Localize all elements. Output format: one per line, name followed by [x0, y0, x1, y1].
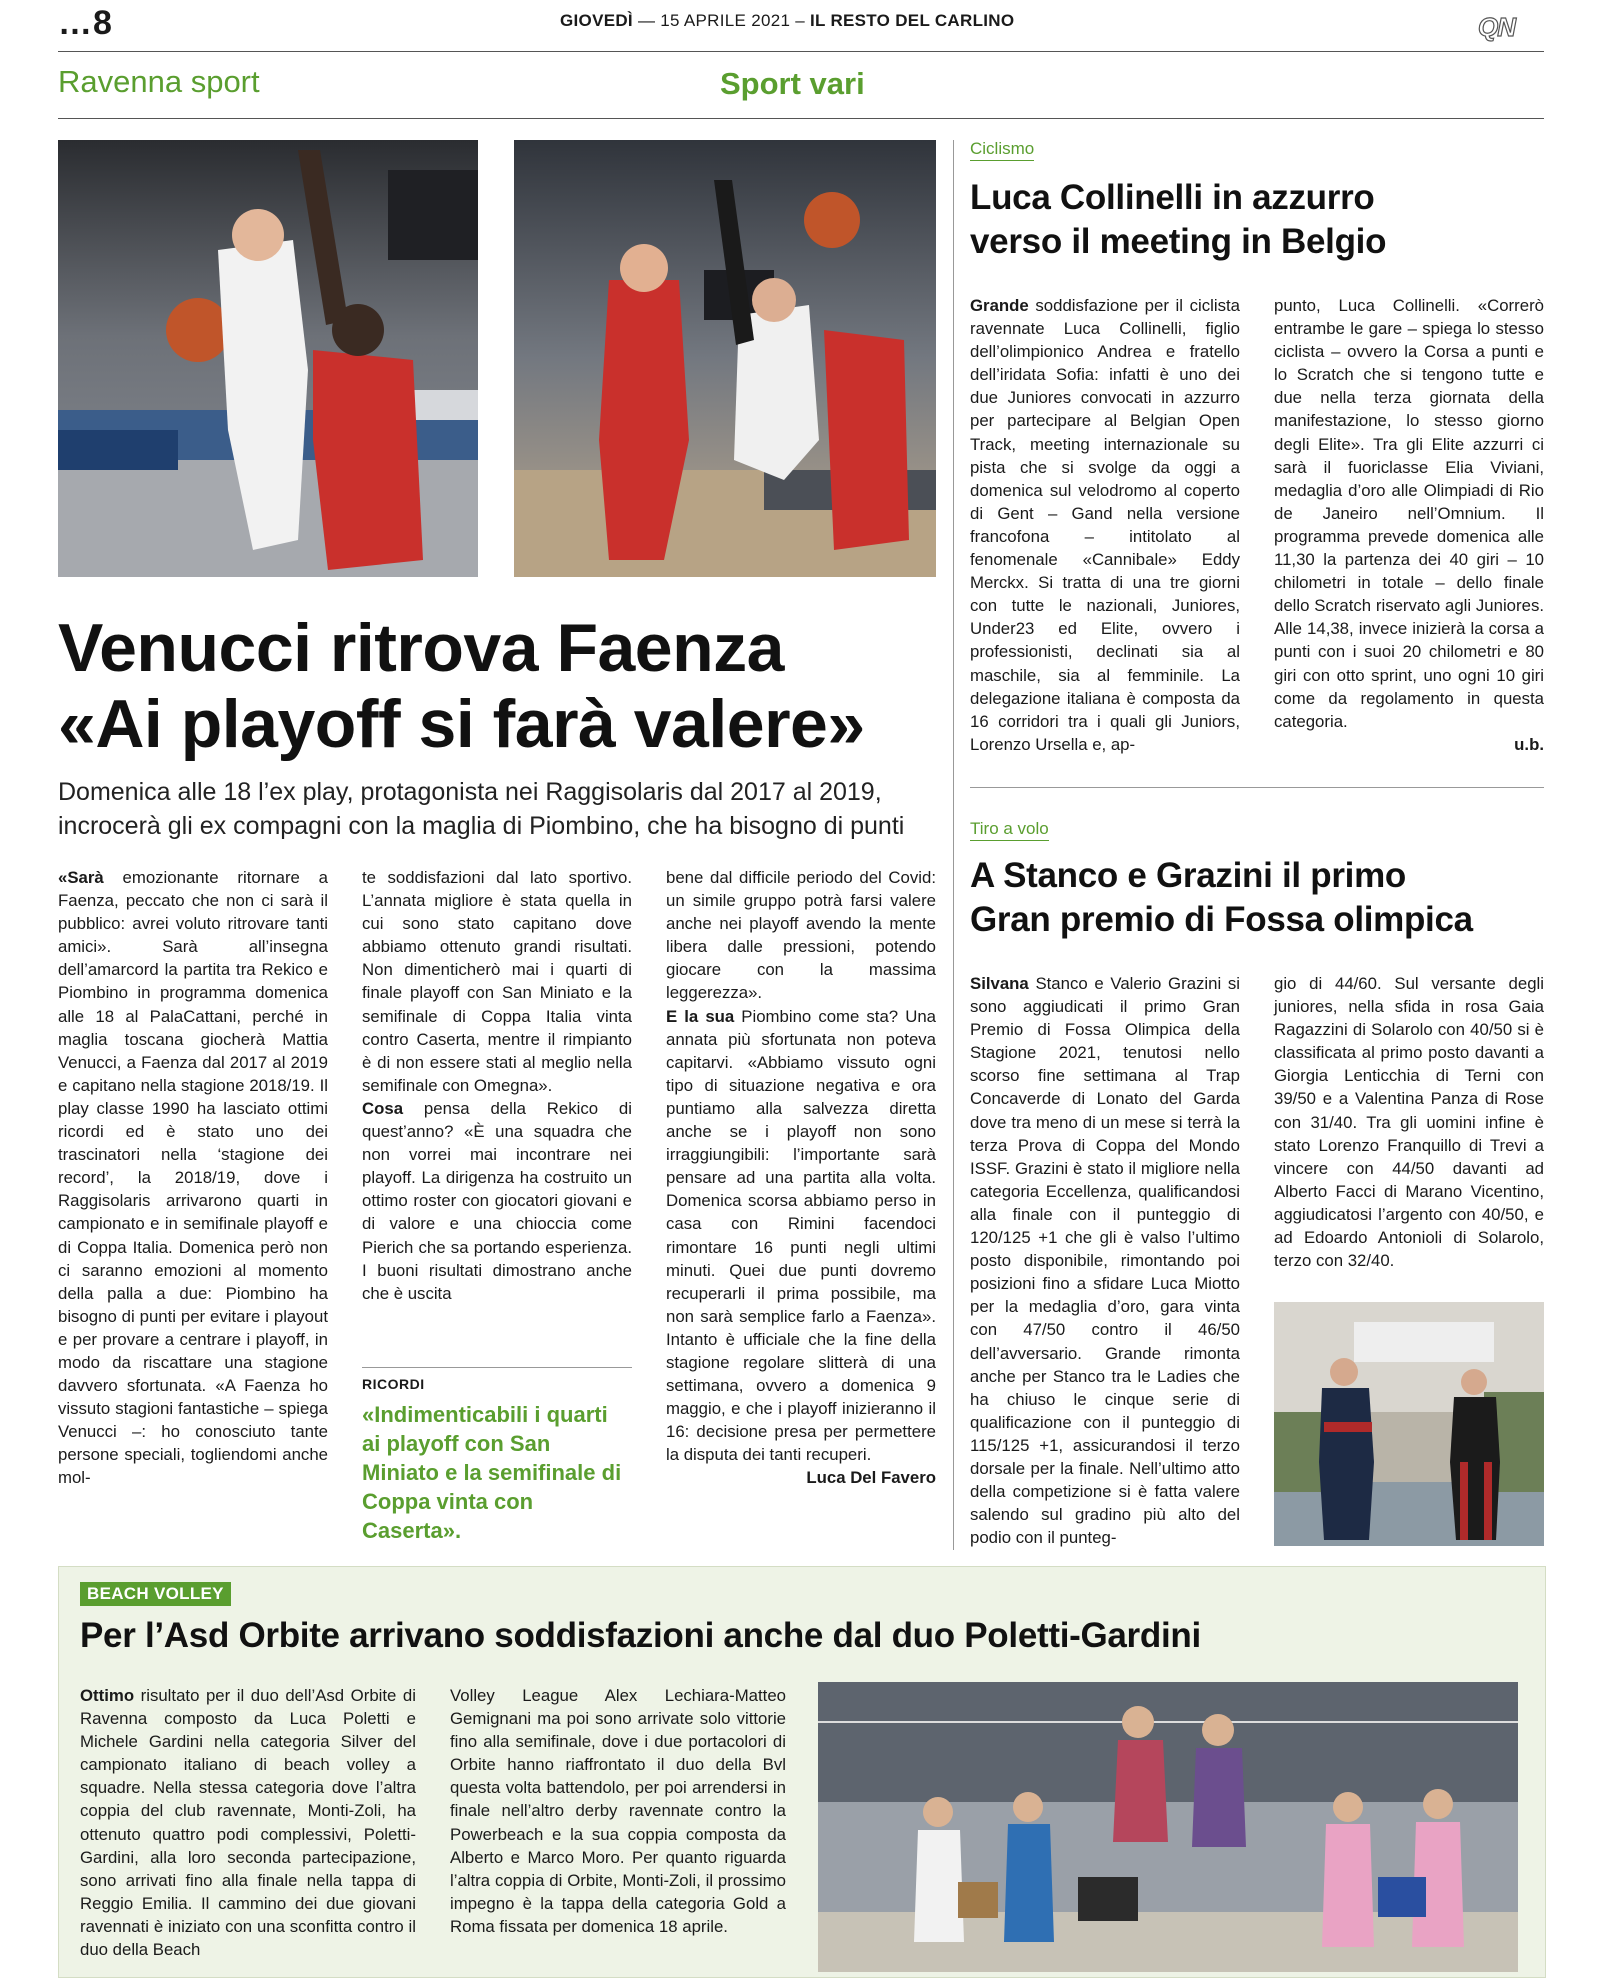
main-question2-lead: E la sua — [666, 1006, 735, 1026]
main-col3-text: bene dal difficile periodo del Covid: un simile gruppo potrà farsi valere anche nei playoff avendo la mente libera dalle pressioni, potendo giocare con la massima leggerezza». — [666, 868, 936, 1003]
ricordi-label: RICORDI — [362, 1376, 425, 1392]
trap-podium-photo — [1274, 1302, 1544, 1546]
main-headline-line2: «Ai playoff si farà valere» — [58, 686, 865, 762]
tiro-col2-text: gio di 44/60. Sul versante degli juniores, nella sfida in rosa Gaia Ragazzini di Solarolo con 40/50 si è classificata al primo posto davanti a Giorgia Lenticchia di Terni con 39/50 e a Valentina Panza di Rose con 31/40. Tra gli uomini infine è stato Lorenzo Franquillo di Trevi a vincere con 44/50 davanti ad Alberto Facci di Marano Vicentino, aggiudicatosi l’argento con 40/50, e ad Edoardo Antonioli di Solarolo, terzo con 32/40. — [1274, 974, 1544, 1271]
ciclismo-signature: u.b. — [1514, 734, 1544, 754]
basketball-photo-left — [58, 140, 478, 577]
ciclismo-column-1 — [970, 294, 1240, 756]
ciclismo-headline — [970, 176, 1544, 264]
page-number: …8 — [58, 4, 113, 42]
qn-logo: QN — [1478, 12, 1515, 42]
main-col2-text: te soddisfazioni dal lato sportivo. L’annata migliore è stata quella in cui sono stato capitano dove abbiamo ottenuto grandi risultati. Non dimenticherò mai i quarti di finale playoff con San Miniato e la semifinale di Coppa Italia vinta contro Caserta, mentre il rimpianto è di non essere stati al meglio nella semifinale con Omegna». — [362, 868, 632, 1095]
beach-column-1 — [80, 1684, 416, 1961]
beach-col1-text: risultato per il duo dell’Asd Orbite di Ravenna composto da Luca Poletti e Michele Gardini nella categoria Silver del campionato italiano di beach volley a squadre. Nella stessa categoria dove l’altra coppia del club ravennate, Monti-Zoli, ha ottenuto quattro podi complessivi, Poletti-Gardini, alla loro seconda partecipazione, sono arrivati fino alla finale nella tappa di Reggio Emilia. Il cammino dei due giovani ravennati è iniziato con una sconfitta contro il duo della Beach — [80, 1686, 416, 1960]
beach-volley-headline: Per l’Asd Orbite arrivano soddisfazioni anche dal duo Poletti-Gardini — [80, 1616, 1201, 1655]
tiro-headline-line1: A Stanco e Grazini il primo — [970, 856, 1406, 895]
beach-volley-photo — [818, 1682, 1518, 1972]
basketball-photo-right — [514, 140, 936, 577]
ciclismo-tag-wrap — [970, 138, 1034, 161]
ricordi-quote: «Indimenticabili i quarti ai playoff con San Miniato e la semifinale di Coppa vinta con Caserta». — [362, 1402, 622, 1543]
beach-volley-tag: BEACH VOLLEY — [80, 1582, 231, 1606]
main-column-1 — [58, 866, 328, 1490]
tiro-lead-word: Silvana — [970, 974, 1029, 993]
main-signature: Luca Del Favero — [806, 1468, 936, 1488]
ciclismo-tag: Ciclismo — [970, 138, 1034, 161]
column-divider — [953, 140, 954, 1550]
beach-column-2 — [450, 1684, 786, 1938]
main-subhead: Domenica alle 18 l’ex play, protagonista nei Raggisolaris dal 2017 al 2019, incrocerà gli ex compagni con la maglia di Piombino, che ha bisogno di punti — [58, 778, 905, 840]
tiro-tag-wrap — [970, 818, 1049, 841]
dateline — [560, 11, 1014, 31]
dateline-date: — 15 APRILE 2021 – — [637, 11, 805, 30]
main-question-text: pensa della Rekico di quest’anno? «È una squadra che non vorrei mai incontrare nei playoff. La dirigenza ha costruito un ottimo roster con giocatori giovani e di valore e una chioccia come Pierich che sa portando esperienza. I buoni risultati dimostrano anche che è uscita — [362, 1098, 632, 1303]
beach-col2-text: Volley League Alex Lechiara-Matteo Gemignani ma poi sono arrivate solo vittorie fino alla semifinale, dove i due portacolori di Orbite hanno riaffrontato il duo della Bvl questa volta battendolo, per poi arrendersi in finale nell’altro derby ravennate contro la Powerbeach e la sua coppia composta da Alberto e Marco Moro. Per quanto riguarda l’altra coppia di Orbite, Monti-Zoli, il prossimo impegno è la tappa della categoria Gold a Roma fissata per domenica 18 aprile. — [450, 1686, 786, 1936]
tiro-col1-text: Stanco e Valerio Grazini si sono aggiudicati il primo Gran Premio di Fossa Olimpica della Stagione 2021, tenutosi nello scorso fine settimana al Trap Concaverde di Lonato del Garda dove tra meno di un mese si terrà la terza Prova di Coppa del Mondo ISSF. Grazini è stato il migliore nella categoria Eccellenza, qualificandosi alla finale con il punteggio di 120/125 +1 che gli è valso l’ultimo posto disponibile, rimontando poi posizioni fino a sfidare Luca Miotto per la medaglia d’oro, gara vinta con 47/50 contro il 46/50 dell’avversario. Grande rimonta anche per Stanco tra le Ladies che ha chiuso le cinque serie di qualificazione con il punteggio di 115/125 +1, assicurandosi il terzo dorsale per la finale. Nell’ultimo atto della competizione si è fatta valere salendo sul gradino più alto del podio con il punteg- — [970, 974, 1240, 1548]
ricordi-rule — [362, 1367, 632, 1368]
ciclismo-column-2 — [1274, 294, 1544, 756]
tiro-tag: Tiro a volo — [970, 818, 1049, 841]
tiro-column-2 — [1274, 972, 1544, 1272]
main-question-lead: Cosa — [362, 1098, 404, 1118]
main-lead-word: «Sarà — [58, 868, 104, 887]
ciclismo-col1-text: soddisfazione per il ciclista ravennate Luca Collinelli, figlio dell’olimpionico Andrea e fratello dell’iridata Sofia: infatti è uno dei due Juniores convocati in azzurro per partecipare al Belgian Open Track, meeting internazionale su pista che si svolge da oggi a domenica sul velodromo al coperto di Gent – Gand nella versione francofona – intitolato al fenomenale «Cannibale» Eddy Merckx. Si tratta di una tre giorni con tutte le nazionali, Juniores, Under23 ed Elite, ovvero i professionisti, declinati sia al maschile, sia al femminile. La delegazione italiana è composta da 16 corridori tra i quali gli Juniors, Lorenzo Ursella e, ap- — [970, 296, 1240, 754]
section-rule — [58, 118, 1544, 119]
beach-lead-word: Ottimo — [80, 1686, 135, 1705]
ciclismo-lead-word: Grande — [970, 296, 1029, 315]
ciclismo-rule — [970, 787, 1544, 788]
dateline-day: GIOVEDÌ — [560, 11, 633, 30]
main-headline — [58, 610, 865, 762]
subsection-title: Sport vari — [720, 66, 865, 101]
main-col1-text: emozionante ritornare a Faenza, peccato che non ci sarà il pubblico: avrei voluto ritrovare tanti amici». Sarà all’insegna dell’amarcord la partita tra Rekico e Piombino in programma domenica alle 18 al PalaCattani, perché in maglia toscana giocherà Mattia Venucci, a Faenza dal 2017 al 2019 e capitano nella stagione 2018/19. Il play classe 1990 ha lasciato ottimi ricordi ed è stato uno dei trascinatori nella ‘stagione dei record’, la 2018/19, dove i Raggisolaris arrivarono quarti in campionato e in semifinale playoff e di Coppa Italia. Domenica però non ci saranno emozioni al momento della palla a due: Piombino ha bisogno di punti per evitare i playout e per provare a centrare i playoff, in modo da riscattare una stagione davvero sfortunata. «A Faenza ho vissuto stagioni fantastiche – spiega Venucci –: ho conosciuto tante persone speciali, togliendomi anche mol- — [58, 868, 328, 1488]
header-rule — [58, 51, 1544, 52]
main-question2-text: Piombino come sta? Una annata più sfortunata non poteva capitarvi. «Abbiamo vissuto ogni tipo di situazione negativa e ora puntiamo alla salvezza diretta anche se i playoff non sono irraggiungibili: l’importante sarà pensare ad una partita alla volta. Domenica scorsa abbiamo perso in casa con Rimini facendoci rimontare 16 punti negli ultimi minuti. Quei due punti dovremo recuperarli il prima possibile, ma non sarà semplice farlo a Faenza». Intanto è ufficiale che la fine della stagione regolare slitterà di una settimana, ovvero a domenica 9 maggio, e che i playoff inizieranno il 16: decisione presa per permettere la disputa dei tanti recuperi. — [666, 1006, 936, 1465]
main-column-3 — [666, 866, 936, 1490]
tiro-headline — [970, 854, 1544, 942]
section-title: Ravenna sport — [58, 64, 260, 99]
main-headline-line1: Venucci ritrova Faenza — [58, 610, 784, 686]
tiro-headline-line2: Gran premio di Fossa olimpica — [970, 900, 1473, 939]
tiro-column-1 — [970, 972, 1240, 1549]
dateline-paper: IL RESTO DEL CARLINO — [810, 11, 1015, 30]
ciclismo-headline-line1: Luca Collinelli in azzurro — [970, 178, 1375, 217]
ciclismo-col2-text: punto, Luca Collinelli. «Correrò entrambe le gare – spiega lo stesso ciclista – ovvero la Corsa a punti e lo Scratch che si tengono tutte e due nella terza giornata della manifestazione, lo stesso giorno degli Elite». Tra gli Elite azzurri ci sarà il fuoriclasse Elia Viviani, medaglia d’oro alle Olimpiadi di Rio de Janeiro nell’Omnium. Il programma prevede domenica alle 11,30 la partenza dei 40 giri – 10 chilometri in totale – dello finale dello Scratch riservato agli Juniores. Alle 14,38, invece inizierà la corsa a punti con i suoi 20 chilometri e 80 giri con otto sprint, uno ogni 10 giri come da regolamento in questa categoria. — [1274, 296, 1544, 731]
main-column-2 — [362, 866, 632, 1305]
ciclismo-headline-line2: verso il meeting in Belgio — [970, 222, 1387, 261]
